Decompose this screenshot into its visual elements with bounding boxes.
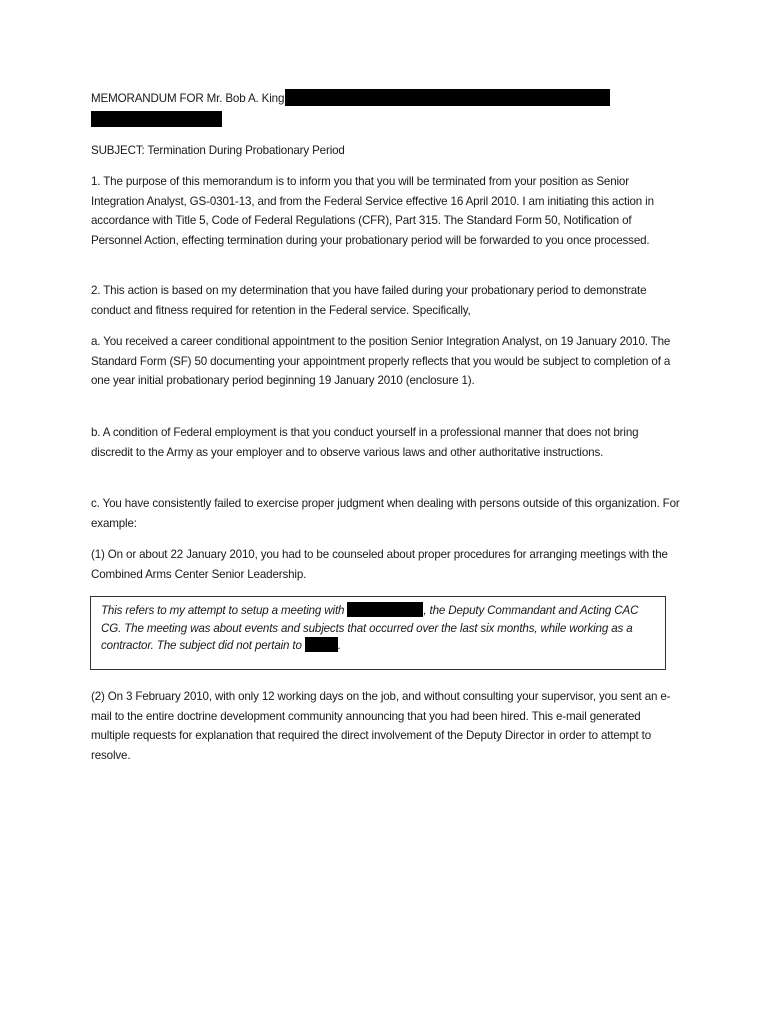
memo-subject: SUBJECT: Termination During Probationary Period: [91, 144, 345, 157]
comment-part-3: .: [337, 639, 341, 652]
paragraph-2: 2. This action is based on my determination that you have failed during your probationary period to demonstrate conduct and fitness required for retention in the Federal service. Specifically,: [91, 284, 647, 317]
comment-part-1: This refers to my attempt to setup a meeting with: [101, 604, 348, 617]
item-2: (2) On 3 February 2010, with only 12 working days on the job, and without consulting your supervisor, you sent an e-mail to the entire doctrine development community announcing that you had been hired. This e-mail generated multiple requests for explanation that required the direct involvement of the Deputy Director in order to attempt to resolve.: [91, 690, 671, 762]
item-1: (1) On or about 22 January 2010, you had to be counseled about proper procedures for arranging meetings with the Combined Arms Center Senior Leadership.: [91, 548, 668, 581]
paragraph-a: a. You received a career conditional appointment to the position Senior Integration Analyst, on 19 January 2010. The Standard Form (SF) 50 documenting your appointment properly reflects that you would be subject to completion of a one year initial probationary period beginning 19 January 2010 (enclosure 1).: [91, 335, 671, 387]
comment-text: [101, 602, 661, 655]
redaction-bar: [91, 111, 222, 127]
redaction-bar: [305, 637, 338, 652]
paragraph-c: c. You have consistently failed to exercise proper judgment when dealing with persons outside of this organization. For example:: [91, 497, 680, 530]
memo-heading-text: MEMORANDUM FOR Mr. Bob A. King: [91, 92, 285, 105]
memo-heading: [91, 89, 681, 109]
redaction-bar: [285, 89, 610, 106]
comment-part-2: , the Deputy Commandant and Acting CAC CG. The meeting was about events and subjects that occurred over the last six months, while working as a contractor. The subject did not pertain to: [101, 604, 639, 652]
redaction-bar: [347, 602, 423, 617]
paragraph-b: b. A condition of Federal employment is that you conduct yourself in a professional manner that does not bring discredit to the Army as your employer and to observe various laws and other authoritative instructions.: [91, 426, 639, 459]
comment-box: [90, 596, 666, 670]
paragraph-1: 1. The purpose of this memorandum is to inform you that you will be terminated from your position as Senior Integration Analyst, GS-0301-13, and from the Federal Service effective 16 April 2010. I am initiating this action in accordance with Title 5, Code of Federal Regulations (CFR), Part 315. The Standard Form 50, Notification of Personnel Action, effecting termination during your probationary period will be forwarded to you once processed.: [91, 175, 654, 247]
